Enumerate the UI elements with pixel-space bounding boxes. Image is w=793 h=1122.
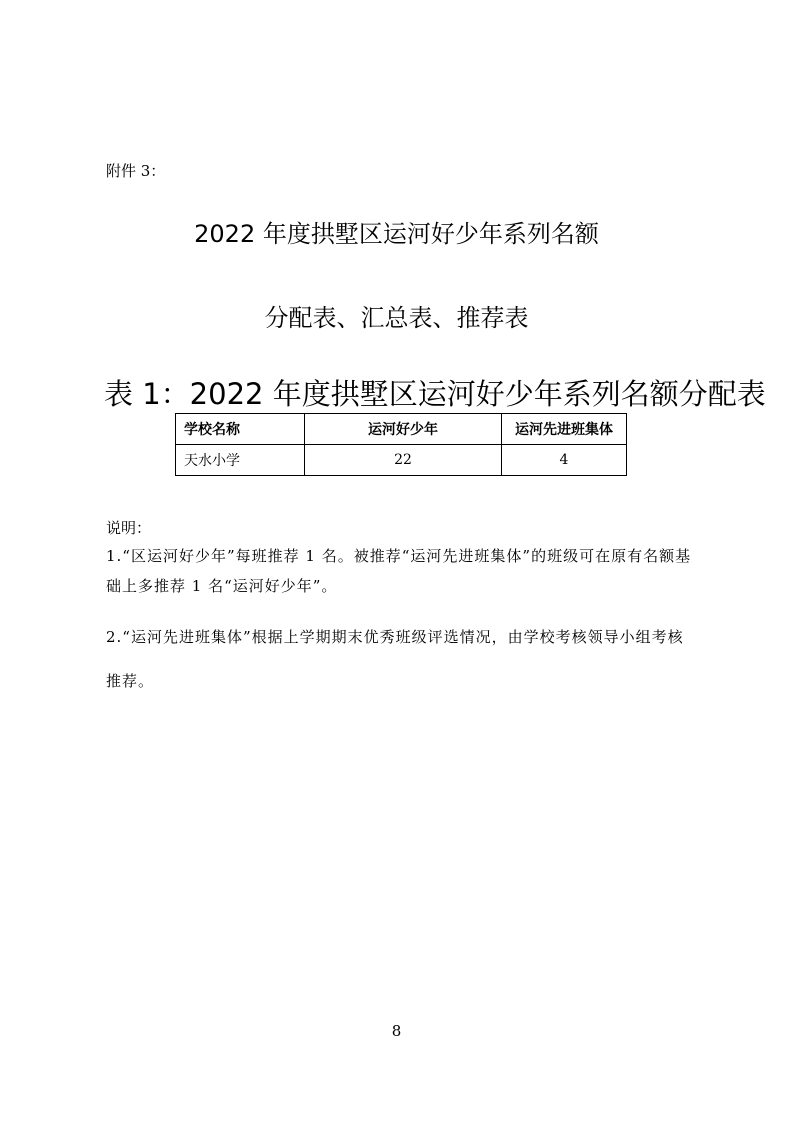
table-caption: 表 1：2022 年度拱墅区运河好少年系列名额分配表 — [104, 377, 766, 411]
allocation-table — [175, 413, 627, 476]
note-item-1 — [106, 541, 696, 601]
note-text: 1.“区运河好少年”每班推荐 1 名。被推荐“运河先进班集体”的班级可在原有名额基础上多推荐 1 名“运河好少年”。 — [106, 547, 692, 595]
cell-class-quota: 4 — [502, 445, 627, 476]
page-number: 8 — [391, 1022, 402, 1040]
note-item-2 — [106, 615, 696, 703]
header-class-quota: 运河先进班集体 — [502, 414, 627, 445]
note-text: 2.“运河先进班集体”根据上学期期末优秀班级评选情况，由学校考核领导小组考核推荐。 — [106, 628, 684, 690]
table-row — [176, 445, 627, 476]
document-title-line2: 分配表、汇总表、推荐表 — [264, 304, 529, 332]
notes-label: 说明： — [106, 519, 152, 537]
document-title-line1: 2022 年度拱墅区运河好少年系列名额 — [194, 220, 599, 248]
cell-youth-quota: 22 — [305, 445, 502, 476]
cell-school-name: 天水小学 — [176, 445, 305, 476]
header-youth-quota: 运河好少年 — [305, 414, 502, 445]
table-header-row — [176, 414, 627, 445]
header-school-name: 学校名称 — [176, 414, 305, 445]
attachment-label: 附件 3： — [106, 162, 166, 180]
